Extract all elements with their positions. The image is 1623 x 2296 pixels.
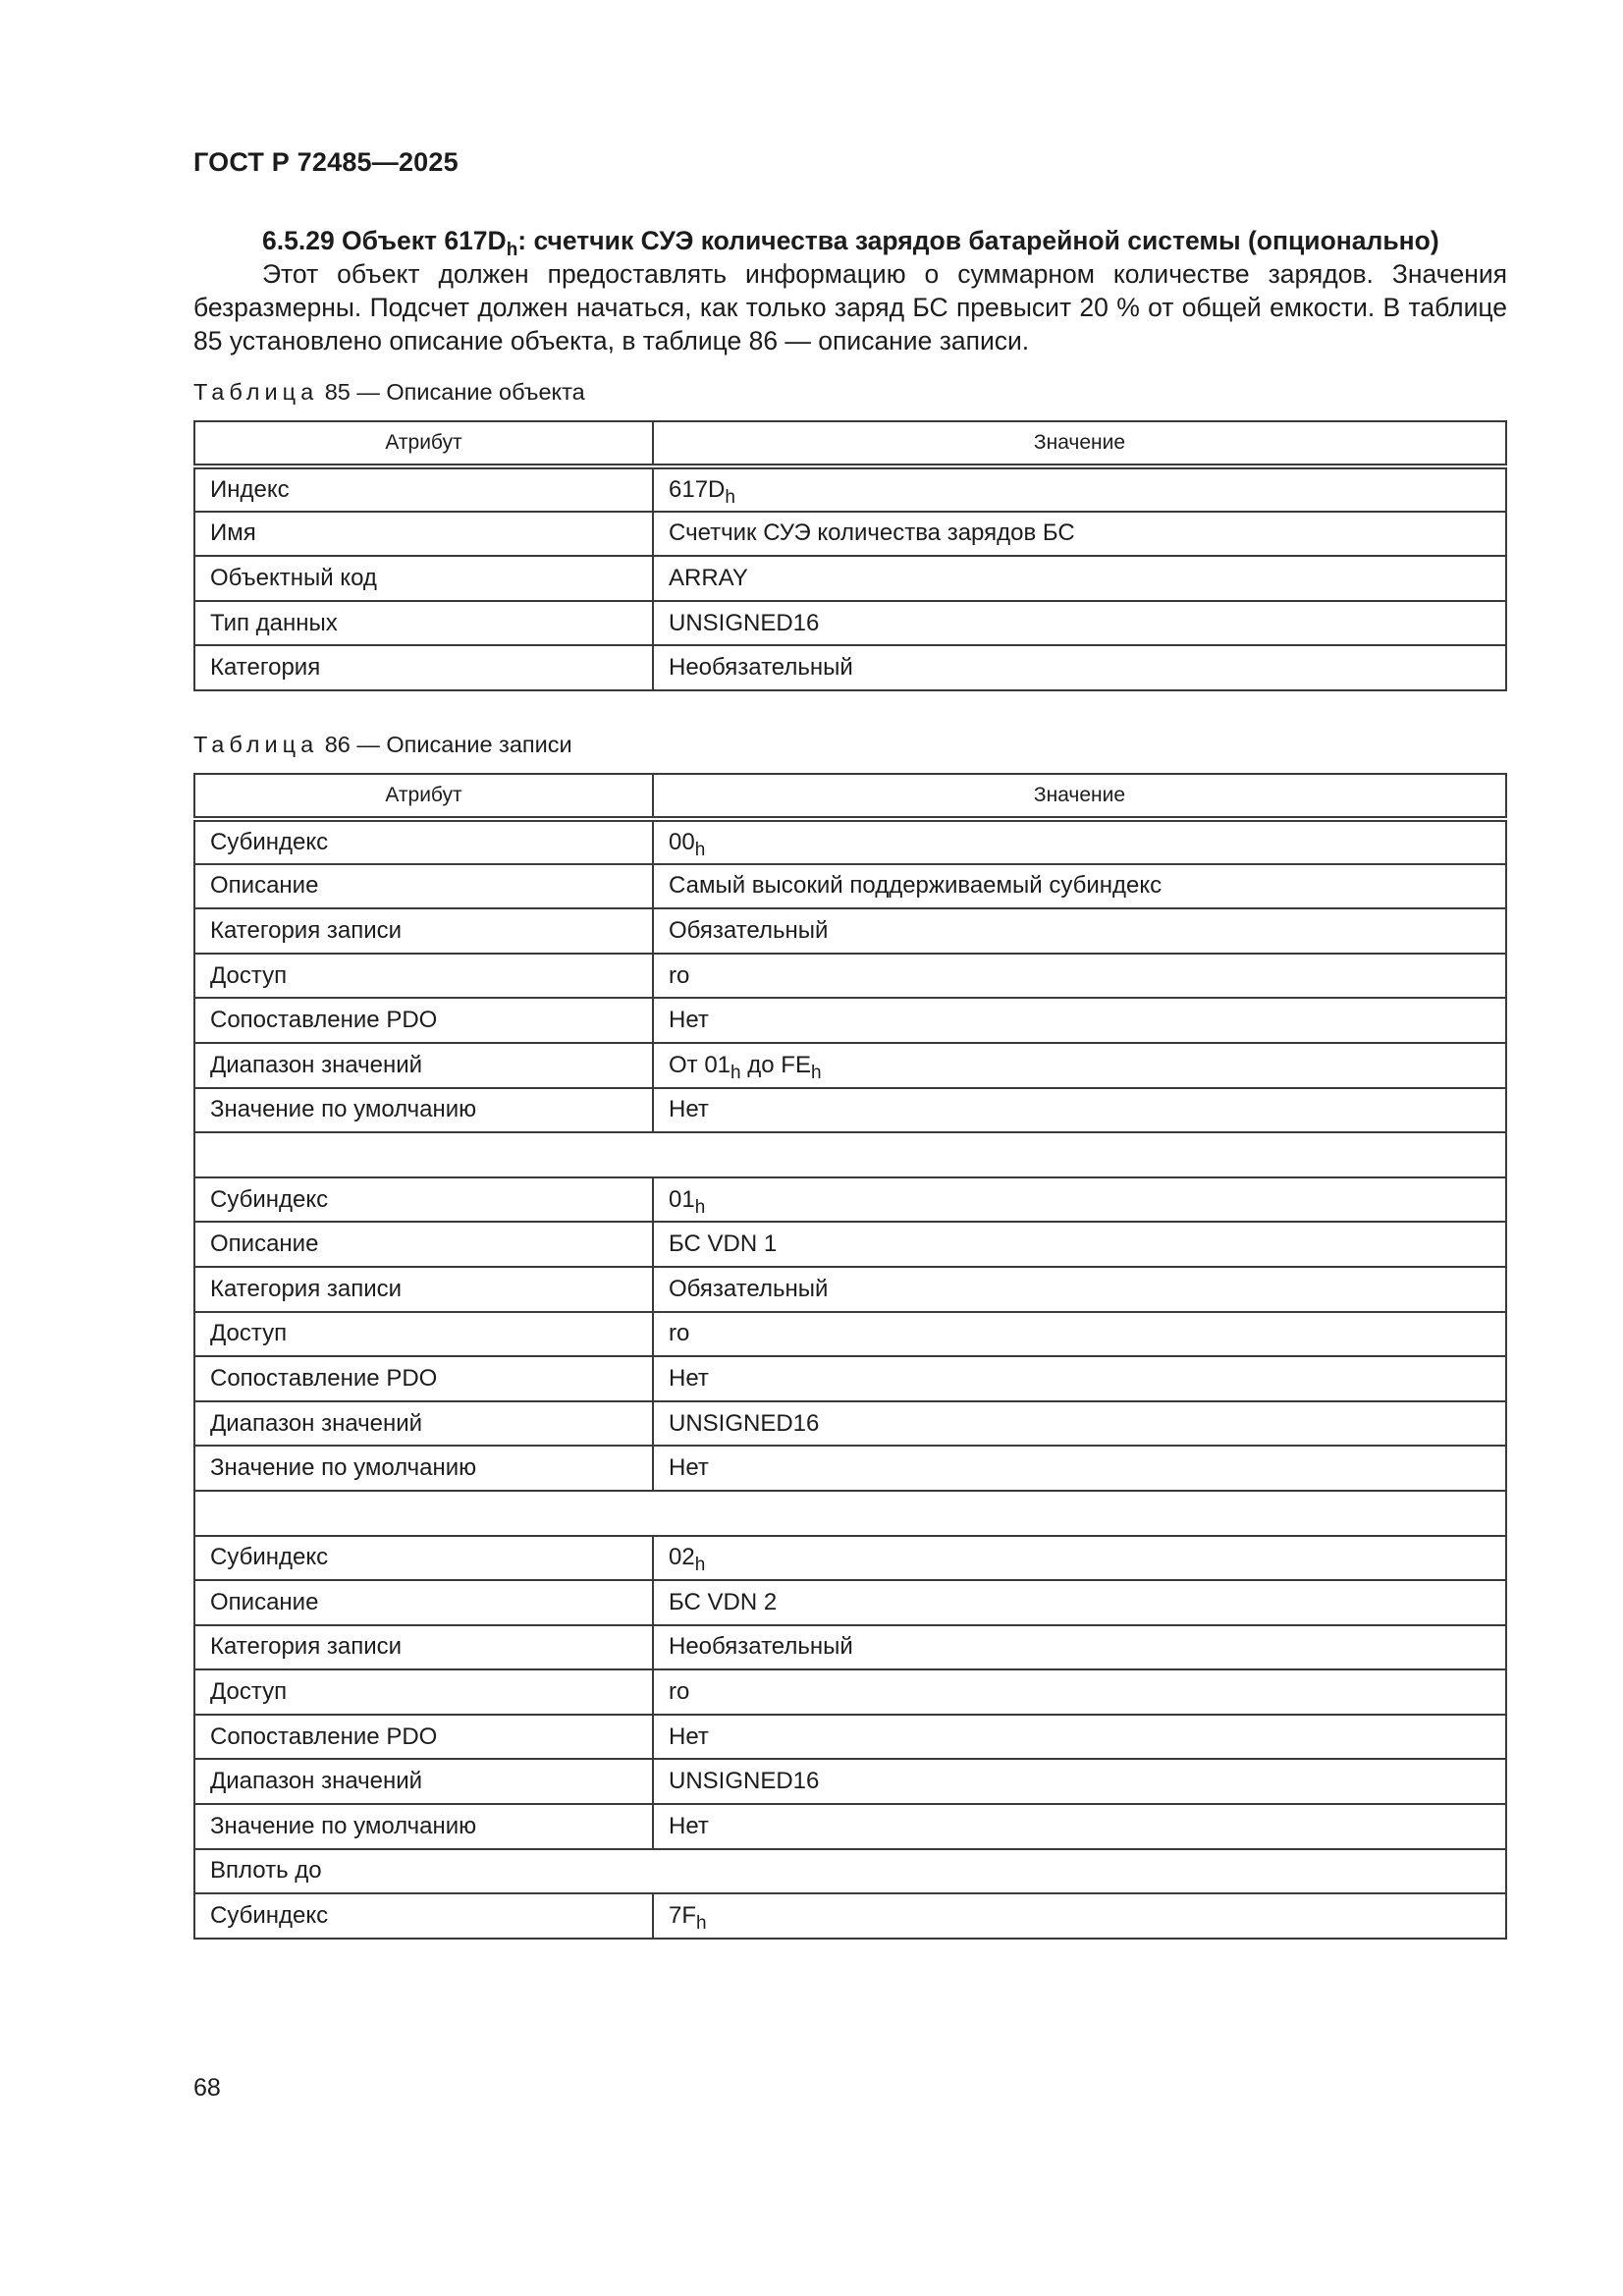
value-text: ro bbox=[669, 1320, 690, 1347]
value-text: ro bbox=[669, 1678, 690, 1706]
section-paragraph: Этот объект должен предоставлять информацию о суммарном количестве зарядов. Значения безразмерны. Подсчет должен начаться, как только заряд БС превысит 20 % от общей емкости. В таблице 85 установлено описание объекта, в таблице 86 — описание записи. bbox=[193, 259, 1507, 355]
table-row bbox=[194, 601, 1506, 646]
cell-attribute: Значение по умолчанию bbox=[194, 1804, 653, 1849]
table-row bbox=[194, 1849, 1506, 1894]
value-subscript: h bbox=[730, 1062, 741, 1083]
column-header: Атрибут bbox=[194, 421, 653, 466]
value-text: Нет bbox=[669, 1007, 709, 1034]
value-text: UNSIGNED16 bbox=[669, 1768, 820, 1795]
table-header-row bbox=[194, 421, 1506, 466]
cell-value bbox=[653, 1669, 1506, 1715]
cell-attribute: Сопоставление PDO bbox=[194, 1356, 653, 1401]
value-text: Обязательный bbox=[669, 916, 829, 944]
table-row bbox=[194, 1893, 1506, 1939]
cell-attribute: Субиндекс bbox=[194, 1893, 653, 1939]
table-86-caption: Таблица 86 — Описание записи bbox=[193, 732, 572, 757]
table-85 bbox=[193, 420, 1507, 691]
cell-value bbox=[653, 1043, 1506, 1088]
cell-span: Вплоть до bbox=[194, 1849, 1506, 1894]
separator-row bbox=[194, 1132, 1506, 1177]
table-row bbox=[194, 1177, 1506, 1223]
cell-attribute: Значение по умолчанию bbox=[194, 1446, 653, 1491]
value-subscript: h bbox=[725, 486, 735, 508]
value-text: БС VDN 2 bbox=[669, 1588, 778, 1615]
cell-value bbox=[653, 512, 1506, 557]
cell-attribute: Тип данных bbox=[194, 601, 653, 646]
value-text: Самый высокий поддерживаемый субиндекс bbox=[669, 872, 1163, 900]
cell-value bbox=[653, 1625, 1506, 1670]
cell-attribute: Сопоставление PDO bbox=[194, 998, 653, 1043]
cell-attribute: Описание bbox=[194, 1580, 653, 1625]
cell-value bbox=[653, 1356, 1506, 1401]
cell-value bbox=[653, 466, 1506, 512]
table-row bbox=[194, 1401, 1506, 1447]
cell-attribute: Доступ bbox=[194, 954, 653, 999]
cell-attribute: Категория записи bbox=[194, 1625, 653, 1670]
page-number: 68 bbox=[193, 2074, 221, 2102]
value-text: Нет bbox=[669, 1096, 709, 1123]
cell-attribute: Субиндекс bbox=[194, 819, 653, 864]
cell-attribute: Диапазон значений bbox=[194, 1043, 653, 1088]
table-row bbox=[194, 1312, 1506, 1357]
cell-value bbox=[653, 1536, 1506, 1581]
cell-value bbox=[653, 1312, 1506, 1357]
cell-value bbox=[653, 1177, 1506, 1223]
value-text: 01 bbox=[669, 1185, 695, 1213]
cell-value bbox=[653, 1401, 1506, 1447]
table-row bbox=[194, 556, 1506, 601]
cell-attribute: Объектный код bbox=[194, 556, 653, 601]
table-row bbox=[194, 1088, 1506, 1133]
cell-attribute: Категория bbox=[194, 645, 653, 690]
cell-attribute: Сопоставление PDO bbox=[194, 1715, 653, 1760]
table-row bbox=[194, 1580, 1506, 1625]
column-header: Значение bbox=[653, 774, 1506, 819]
column-header: Значение bbox=[653, 421, 1506, 466]
table-header-row bbox=[194, 774, 1506, 819]
value-text: Нет bbox=[669, 1722, 709, 1750]
cell-attribute: Диапазон значений bbox=[194, 1401, 653, 1447]
value-text: Обязательный bbox=[669, 1275, 829, 1302]
section-6-5-29 bbox=[193, 224, 1507, 357]
cell-value bbox=[653, 819, 1506, 864]
value-text: 02 bbox=[669, 1544, 695, 1571]
cell-value bbox=[653, 908, 1506, 954]
value-text: ro bbox=[669, 961, 690, 989]
value-subscript: h bbox=[696, 1913, 707, 1935]
value-subscript: h bbox=[694, 1196, 706, 1218]
value-text: Нет bbox=[669, 1364, 709, 1392]
value-subscript: h bbox=[810, 1062, 822, 1083]
column-header: Атрибут bbox=[194, 774, 653, 819]
value-text: UNSIGNED16 bbox=[669, 609, 820, 636]
cell-value bbox=[653, 864, 1506, 909]
table-row bbox=[194, 645, 1506, 690]
value-text: Нет bbox=[669, 1454, 709, 1482]
table-row bbox=[194, 1043, 1506, 1088]
cell-value bbox=[653, 1580, 1506, 1625]
empty-cell bbox=[194, 1132, 1506, 1177]
table-85-caption: Таблица 85 — Описание объекта bbox=[193, 379, 585, 405]
empty-cell bbox=[194, 1491, 1506, 1536]
table-row bbox=[194, 1446, 1506, 1491]
table-row bbox=[194, 908, 1506, 954]
value-text: Счетчик СУЭ количества зарядов БС bbox=[669, 519, 1075, 547]
cell-value bbox=[653, 954, 1506, 999]
value-part: От 01 bbox=[669, 1051, 731, 1078]
cell-attribute: Субиндекс bbox=[194, 1536, 653, 1581]
cell-attribute: Категория записи bbox=[194, 908, 653, 954]
cell-value bbox=[653, 1088, 1506, 1133]
value-text: 00 bbox=[669, 828, 695, 855]
cell-attribute: Доступ bbox=[194, 1312, 653, 1357]
table-row bbox=[194, 1669, 1506, 1715]
table-row bbox=[194, 1715, 1506, 1760]
value-subscript: h bbox=[694, 839, 706, 860]
cell-attribute: Категория записи bbox=[194, 1267, 653, 1312]
value-text: 7F bbox=[669, 1902, 697, 1930]
value-text: 617D bbox=[669, 475, 726, 503]
cell-attribute: Диапазон значений bbox=[194, 1759, 653, 1804]
table-row bbox=[194, 954, 1506, 999]
value-part: до FE bbox=[740, 1051, 811, 1078]
separator-row bbox=[194, 1491, 1506, 1536]
cell-value bbox=[653, 1804, 1506, 1849]
cell-attribute: Субиндекс bbox=[194, 1177, 653, 1223]
cell-value bbox=[653, 601, 1506, 646]
table-row bbox=[194, 1222, 1506, 1267]
cell-value bbox=[653, 998, 1506, 1043]
table-row bbox=[194, 864, 1506, 909]
cell-value bbox=[653, 1893, 1506, 1939]
value-text: Необязательный bbox=[669, 654, 853, 682]
cell-value bbox=[653, 1267, 1506, 1312]
cell-value bbox=[653, 556, 1506, 601]
value-text: ARRAY bbox=[669, 564, 748, 591]
table-row bbox=[194, 512, 1506, 557]
cell-attribute: Доступ bbox=[194, 1669, 653, 1715]
table-86 bbox=[193, 773, 1507, 1940]
value-text: БС VDN 1 bbox=[669, 1230, 778, 1258]
cell-value bbox=[653, 1715, 1506, 1760]
table-row bbox=[194, 1536, 1506, 1581]
section-heading: 6.5.29 Объект $617D_h$: счетчик СУЭ количества зарядов батарейной системы (опционально) bbox=[262, 226, 1439, 260]
table-row bbox=[194, 1356, 1506, 1401]
table-row bbox=[194, 1804, 1506, 1849]
cell-value bbox=[653, 1222, 1506, 1267]
value-text: Нет bbox=[669, 1812, 709, 1839]
value-text: Необязательный bbox=[669, 1633, 853, 1661]
cell-value bbox=[653, 645, 1506, 690]
table-row bbox=[194, 819, 1506, 864]
table-row bbox=[194, 466, 1506, 512]
cell-attribute: Индекс bbox=[194, 466, 653, 512]
document-code: ГОСТ Р 72485—2025 bbox=[193, 147, 459, 177]
table-row bbox=[194, 1267, 1506, 1312]
cell-attribute: Имя bbox=[194, 512, 653, 557]
table-row bbox=[194, 1625, 1506, 1670]
cell-value bbox=[653, 1759, 1506, 1804]
cell-value bbox=[653, 1446, 1506, 1491]
cell-attribute: Значение по умолчанию bbox=[194, 1088, 653, 1133]
table-row bbox=[194, 1759, 1506, 1804]
value-subscript: h bbox=[694, 1555, 706, 1576]
table-row bbox=[194, 998, 1506, 1043]
cell-attribute: Описание bbox=[194, 864, 653, 909]
cell-attribute: Описание bbox=[194, 1222, 653, 1267]
value-text: UNSIGNED16 bbox=[669, 1409, 820, 1437]
